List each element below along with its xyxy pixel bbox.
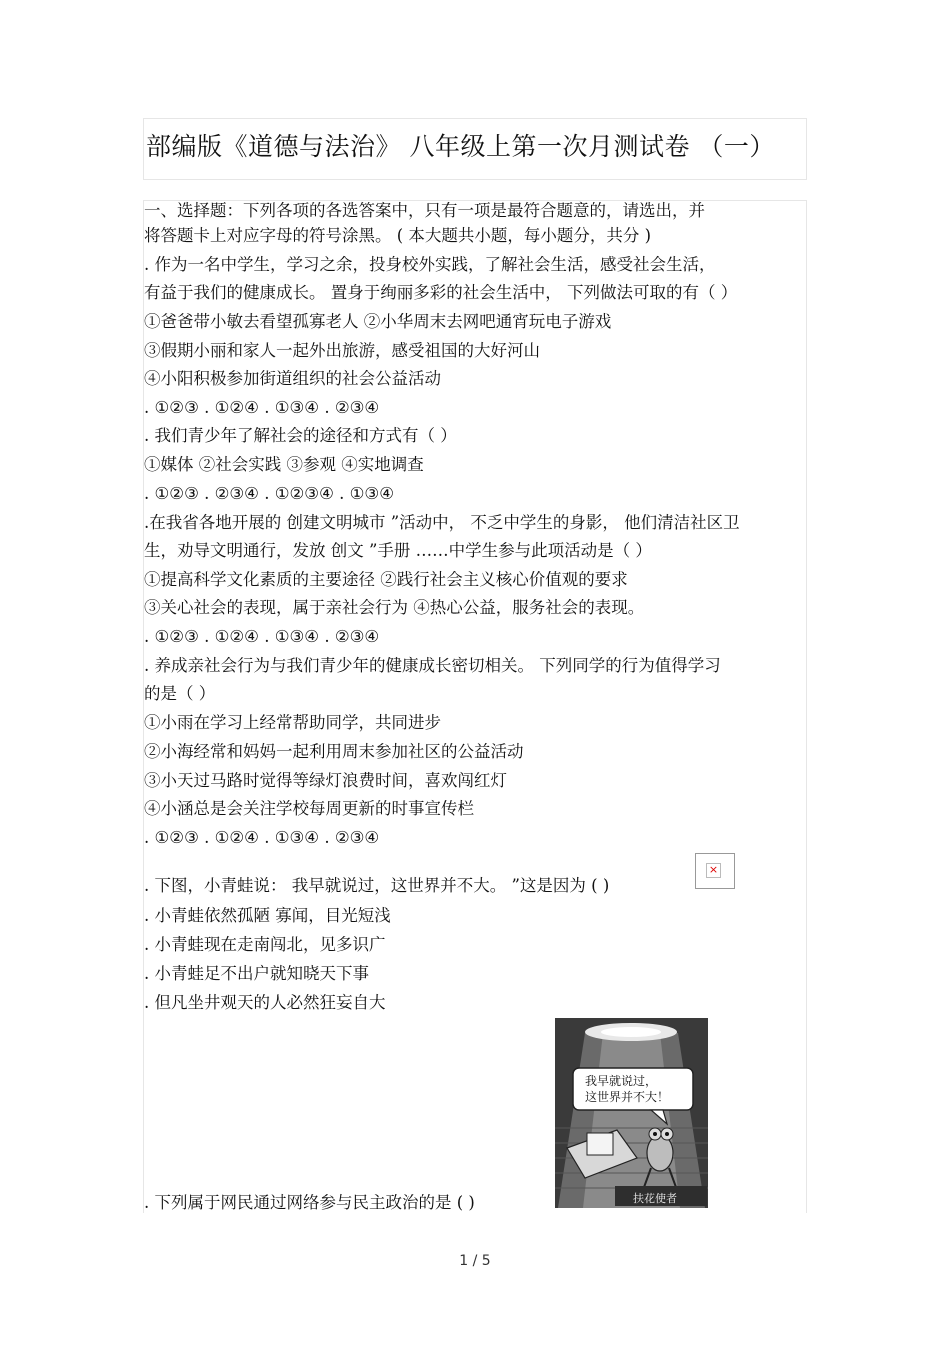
question-2-stem: . 我们青少年了解社会的途径和方式有（ ） bbox=[144, 426, 457, 445]
question-3-statement: ①提高科学文化素质的主要途径 ②践行社会主义核心价值观的要求 bbox=[144, 570, 628, 589]
section-instruction-line: 一、选择题：下列各项的各选答案中，只有一项是最符合题意的，请选出，并 bbox=[144, 201, 705, 220]
question-4-statement: ④小涵总是会关注学校每周更新的时事宣传栏 bbox=[144, 799, 474, 818]
question-4-statement: ③小天过马路时觉得等绿灯浪费时间，喜欢闯红灯 bbox=[144, 771, 507, 790]
question-1-options: . ①②③ . ①②④ . ①③④ . ②③④ bbox=[144, 398, 380, 417]
question-4-stem: 的是（ ） bbox=[144, 684, 216, 703]
section-instruction-line: 将答题卡上对应字母的符号涂黑。 ( 本大题共小题，每小题分，共分 ) bbox=[144, 226, 652, 245]
speech-line: 这世界并不大！ bbox=[585, 1090, 670, 1104]
broken-image-icon: × bbox=[706, 863, 721, 878]
title-box bbox=[143, 118, 807, 180]
question-4-stem: . 养成亲社会行为与我们青少年的健康成长密切相关。 下列同学的行为值得学习 bbox=[144, 656, 721, 675]
broken-image-placeholder bbox=[695, 853, 735, 889]
image-watermark: 扶花使者 bbox=[633, 1192, 677, 1205]
speech-line: 我早就说过， bbox=[585, 1074, 658, 1088]
question-4-statement: ②小海经常和妈妈一起利用周末参加社区的公益活动 bbox=[144, 742, 524, 761]
page-number: 1 / 5 bbox=[459, 1253, 491, 1269]
question-3-stem: 生，劝导文明通行，发放 创文 ”手册 ……中学生参与此项活动是（ ） bbox=[144, 541, 652, 560]
question-2-options: . ①②③ . ②③④ . ①②③④ . ①③④ bbox=[144, 484, 394, 503]
question-1-statement: ④小阳积极参加街道组织的社会公益活动 bbox=[144, 369, 441, 388]
question-3-statement: ③关心社会的表现，属于亲社会行为 ④热心公益，服务社会的表现。 bbox=[144, 598, 645, 617]
question-4-statement: ①小雨在学习上经常帮助同学，共同进步 bbox=[144, 713, 441, 732]
question-1-statement: ③假期小丽和家人一起外出旅游，感受祖国的大好河山 bbox=[144, 341, 540, 360]
question-5-option: . 小青蛙依然孤陋 寡闻，目光短浅 bbox=[144, 906, 391, 925]
question-3-options: . ①②③ . ①②④ . ①③④ . ②③④ bbox=[144, 627, 380, 646]
question-1-stem: . 作为一名中学生，学习之余，投身校外实践，了解社会生活，感受社会生活， bbox=[144, 255, 716, 274]
question-5-stem: . 下图，小青蛙说： 我早就说过，这世界并不大。 ”这是因为 ( ) bbox=[144, 876, 610, 895]
question-5-option: . 小青蛙足不出户就知晓天下事 bbox=[144, 964, 369, 983]
question-2-statement: ①媒体 ②社会实践 ③参观 ④实地调查 bbox=[144, 455, 424, 474]
question-5-option: . 但凡坐井观天的人必然狂妄自大 bbox=[144, 993, 386, 1012]
frog-in-well-cartoon bbox=[555, 1018, 708, 1208]
question-3-stem: .在我省各地开展的 创建文明城市 ”活动中， 不乏中学生的身影， 他们清洁社区卫 bbox=[144, 513, 740, 532]
question-4-options: . ①②③ . ①②④ . ①③④ . ②③④ bbox=[144, 828, 380, 847]
question-1-statement: ①爸爸带小敏去看望孤寡老人 ②小华周末去网吧通宵玩电子游戏 bbox=[144, 312, 612, 331]
question-6-stem: . 下列属于网民通过网络参与民主政治的是 ( ) bbox=[144, 1193, 475, 1212]
page-title: 部编版《道德与法治》 八年级上第一次月测试卷 （一） bbox=[146, 132, 775, 161]
question-5-option: . 小青蛙现在走南闯北，见多识广 bbox=[144, 935, 386, 954]
question-1-stem: 有益于我们的健康成长。 置身于绚丽多彩的社会生活中， 下列做法可取的有（ ） bbox=[144, 283, 738, 302]
